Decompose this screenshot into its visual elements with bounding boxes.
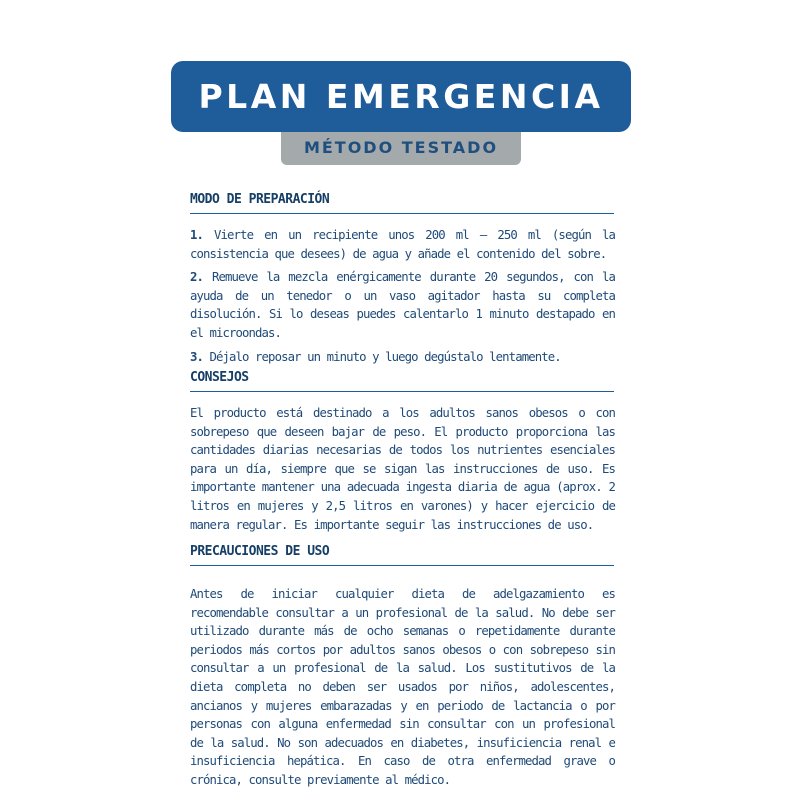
heading-precauciones: PRECAUCIONES DE USO xyxy=(190,544,614,566)
step-number: 3. xyxy=(190,349,204,364)
precauciones-text xyxy=(190,585,615,790)
step-number: 1. xyxy=(190,228,204,242)
preparacion-steps xyxy=(190,226,615,371)
heading-consejos: CONSEJOS xyxy=(190,370,614,392)
step-text: Vierte en un recipiente unos 200 ml – 250 ml (según la consistencia que desees) de agua y añade el contenido del sobre. xyxy=(190,228,615,261)
subtitle-banner xyxy=(281,130,521,165)
heading-preparacion: MODO DE PREPARACIÓN xyxy=(190,192,614,214)
step-1 xyxy=(190,226,615,263)
consejos-text xyxy=(190,404,615,534)
consejos-paragraph: El producto está destinado a los adultos sanos obesos o con sobrepeso que deseen bajar de peso. El producto proporciona las cantidades diarias necesarias de todos los nutrientes esenciales para un día, siempre que se sigan las instrucciones de uso. Es importante mantener una adecuada ingesta diaria de agua (aprox. 2 litros en mujeres y 2,5 litros en varones) y hacer ejercicio de manera regular. Es importante seguir las instrucciones de uso. xyxy=(190,406,615,532)
page-title: PLAN EMERGENCIA xyxy=(198,77,604,116)
step-2 xyxy=(190,268,615,342)
title-banner xyxy=(171,61,631,132)
step-text: Déjalo reposar un minuto y luego degústalo lentamente. xyxy=(209,349,561,364)
step-text: Remueve la mezcla enérgicamente durante 20 segundos, con la ayuda de un tenedor o un vaso agitador hasta su completa disolución. Si lo deseas puedes calentarlo 1 minuto destapado en el microondas. xyxy=(190,270,615,340)
precauciones-paragraph: Antes de iniciar cualquier dieta de adelgazamiento es recomendable consultar a un profesional de la salud. No debe ser utilizado durante más de ocho semanas o repetidamente durante periodos más cortos por adultos sanos obesos o con sobrepeso sin consultar a un profesional de la salud. Los sustitutivos de la dieta completa no deben ser usados por niños, adolescentes, ancianos y mujeres embarazadas y en periodo de lactancia o por personas con alguna enfermedad sin consultar con un profesional de la salud. No son adecuados en diabetes, insuficiencia renal e insuficiencia hepática. En caso de otra enfermedad grave o crónica, consulte previamente al médico. xyxy=(190,587,615,787)
step-number: 2. xyxy=(190,270,204,285)
step-3 xyxy=(190,348,615,367)
page-subtitle: MÉTODO TESTADO xyxy=(303,138,499,157)
